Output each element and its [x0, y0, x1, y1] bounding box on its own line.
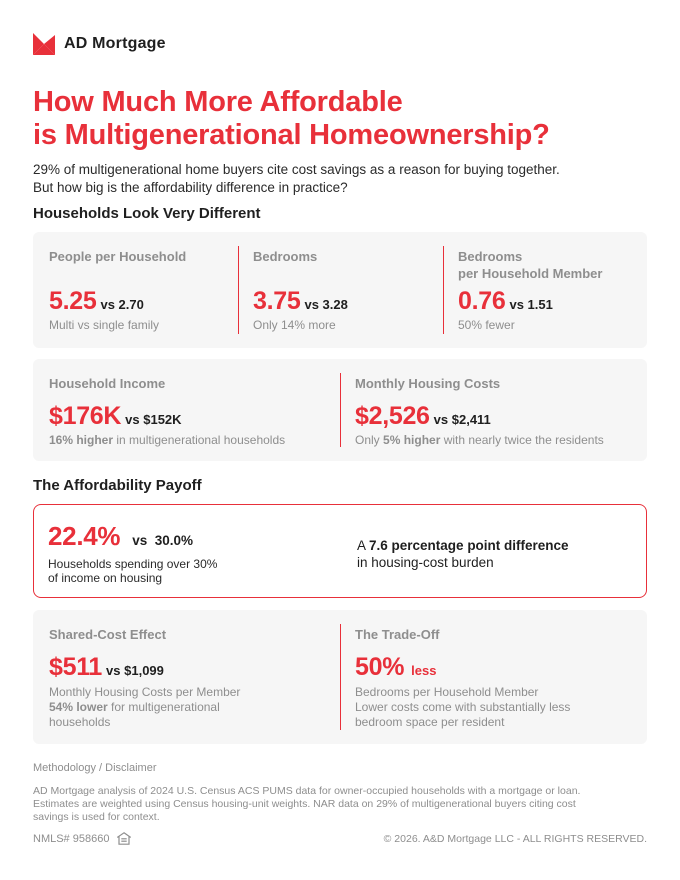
column-divider: [340, 373, 341, 447]
stat-label: Household Income: [49, 376, 166, 391]
stat-household-income: [49, 359, 339, 448]
stat-compare: vs 1.51: [509, 297, 553, 312]
methodology-line-3: savings is used for context.: [33, 811, 160, 823]
payoff-statement: [357, 537, 569, 571]
intro-text: [33, 161, 653, 197]
stat-note-bold: 16% higher: [49, 433, 114, 447]
payoff-figure: [48, 521, 193, 552]
stat-label: The Trade-Off: [355, 627, 440, 642]
stat-bedrooms-per-member: [458, 232, 643, 333]
stat-label-line-2: per Household Member: [458, 266, 603, 281]
methodology-line-2: Estimates are weighted using Census housing-unit weights. NAR data on 29% of multigenerational buyers citing cost: [33, 798, 576, 810]
stat-value: 5.25: [49, 287, 97, 315]
intro-line-2: But how big is the affordability difference in practice?: [33, 180, 348, 195]
stat-label: [458, 248, 643, 282]
stat-note-bold: 5% higher: [383, 433, 441, 447]
stat-note: Monthly Housing Costs per Member: [49, 685, 241, 699]
stat-value: $2,526: [355, 402, 430, 430]
column-divider: [238, 246, 239, 334]
stat-note-line-3: households: [49, 715, 111, 729]
stat-note: 50% fewer: [458, 318, 515, 332]
stat-bedrooms: [253, 232, 433, 333]
stat-note-rest: with nearly twice the residents: [440, 433, 604, 447]
methodology-title: Methodology / Disclaimer: [33, 762, 157, 774]
trade-off: [355, 610, 645, 730]
shared-cost-tradeoff-card: [33, 610, 647, 744]
stat-note: [49, 433, 339, 448]
income-costs-card: [33, 359, 647, 461]
stat-note-line-2: Lower costs come with substantially less: [355, 700, 571, 714]
stat-note: [355, 433, 645, 448]
stat-note: Only 14% more: [253, 318, 336, 332]
payoff-statement-line-2: in housing-cost burden: [357, 555, 494, 570]
payoff-statement-pre: A: [357, 538, 370, 553]
intro-line-1: 29% of multigenerational home buyers cite cost savings as a reason for buying together.: [33, 162, 560, 177]
payoff-description: [48, 557, 217, 585]
payoff-desc-line-2: of income on housing: [48, 571, 163, 585]
stat-people-per-household: [49, 232, 229, 333]
title-line-1: How Much More Affordable: [33, 86, 403, 118]
household-stats-card: [33, 232, 647, 348]
brand-name: AD Mortgage: [64, 35, 166, 52]
stat-monthly-housing-costs: [355, 359, 645, 448]
stat-compare: vs 2.70: [100, 297, 144, 312]
payoff-desc-line-1: Households spending over 30%: [48, 557, 218, 571]
stat-label: Monthly Housing Costs: [355, 376, 501, 391]
stat-note: Bedrooms per Household Member: [355, 685, 539, 699]
section-title-payoff: The Affordability Payoff: [33, 477, 202, 494]
equal-housing-icon: [117, 832, 131, 845]
stat-label-line-1: Bedrooms: [458, 249, 523, 264]
stat-compare: vs $152K: [125, 412, 182, 427]
stat-note-secondary: [355, 700, 645, 730]
copyright: © 2026. A&D Mortgage LLC - ALL RIGHTS RESERVED.: [383, 833, 647, 845]
stat-label: Shared-Cost Effect: [49, 627, 167, 642]
brand-header: [33, 33, 166, 55]
stat-note-line-3: bedroom space per resident: [355, 715, 505, 729]
stat-note-pre: Only: [355, 433, 384, 447]
affordability-payoff-card: [33, 504, 647, 598]
nmls-number: NMLS# 958660: [33, 832, 110, 845]
stat-value: 3.75: [253, 287, 301, 315]
stat-note-rest: in multigenerational households: [113, 433, 286, 447]
title-line-2: is Multigenerational Homeownership?: [33, 119, 550, 151]
column-divider: [340, 624, 341, 730]
stat-note-secondary: [49, 700, 339, 730]
stat-compare: vs $2,411: [433, 412, 491, 427]
shared-cost-effect: [49, 610, 339, 730]
section-title-households: Households Look Very Different: [33, 205, 261, 222]
stat-label: People per Household: [49, 249, 187, 264]
ad-mortgage-logo: [33, 33, 55, 55]
stat-value: $176K: [49, 402, 122, 430]
stat-note: Multi vs single family: [49, 318, 160, 332]
stat-value: 50%: [355, 653, 405, 681]
payoff-statement-bold: 7.6 percentage point difference: [369, 538, 569, 553]
stat-compare: vs $1,099: [106, 663, 164, 678]
stat-suffix: less: [411, 663, 437, 678]
stat-label: Bedrooms: [253, 249, 318, 264]
page-title: [33, 86, 663, 152]
stat-value: 0.76: [458, 287, 506, 315]
column-divider: [443, 246, 444, 334]
stat-note-bold: 54% lower: [49, 700, 108, 714]
payoff-compare: vs 30.0%: [132, 533, 194, 548]
stat-note-rest: for multigenerational: [107, 700, 220, 714]
stat-value: $511: [49, 653, 103, 681]
nmls-block: [33, 832, 131, 845]
methodology-line-1: AD Mortgage analysis of 2024 U.S. Census ACS PUMS data for owner-occupied households with a mortgage or loan.: [33, 785, 581, 797]
methodology-text: [33, 785, 633, 824]
stat-compare: vs 3.28: [304, 297, 348, 312]
payoff-value: 22.4%: [48, 521, 121, 551]
